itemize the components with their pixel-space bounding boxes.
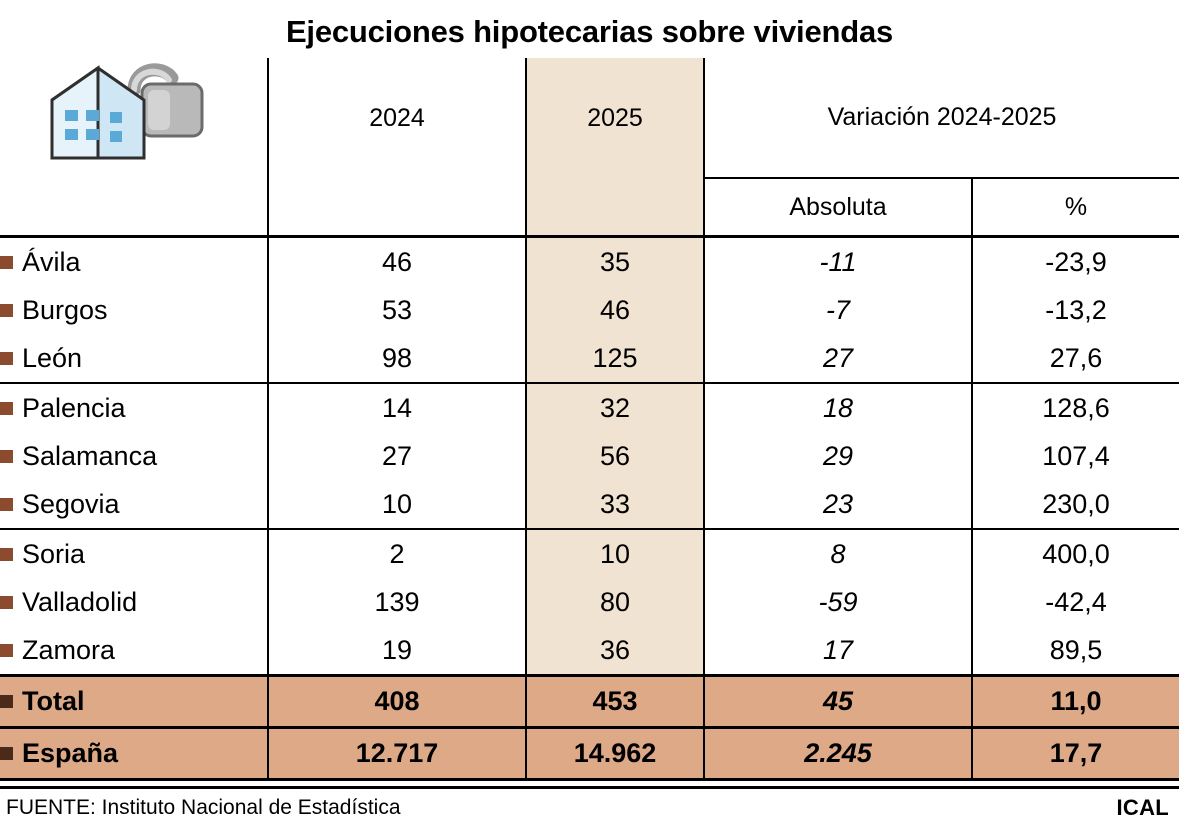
table-row [0, 383, 1179, 432]
table-row [0, 286, 1179, 334]
cell-percent: 400,0 [1042, 538, 1110, 569]
cell-2025: 46 [526, 286, 704, 334]
table-row [0, 334, 1179, 383]
table-row [0, 432, 1179, 480]
cell-absoluta: -59 [704, 578, 972, 626]
cell-absoluta: 18 [704, 383, 972, 432]
cell-percent: 128,6 [1042, 392, 1110, 423]
cell-2024: 46 [268, 237, 526, 287]
table-row [0, 480, 1179, 529]
square-bullet-icon [0, 548, 13, 561]
cell-absoluta: -11 [704, 237, 972, 287]
row-label: Valladolid [0, 578, 268, 626]
table-row-espana [0, 728, 1179, 780]
cell-2025: 56 [526, 432, 704, 480]
cell-2024: 139 [268, 578, 526, 626]
row-label: Soria [0, 529, 268, 578]
cell-percent: 17,7 [972, 728, 1179, 780]
square-bullet-icon [0, 747, 13, 760]
cell-2025: 125 [526, 334, 704, 383]
data-table [0, 58, 1179, 781]
page-title: Ejecuciones hipotecarias sobre viviendas [285, 14, 894, 49]
cell-2024: 10 [268, 480, 526, 529]
cell-2024: 53 [268, 286, 526, 334]
cell-2025: 33 [526, 480, 704, 529]
cell-2025: 80 [526, 578, 704, 626]
cell-2025: 10 [526, 529, 704, 578]
square-bullet-icon [0, 596, 13, 609]
cell-2024: 2 [268, 529, 526, 578]
cell-2024: 98 [268, 334, 526, 383]
square-bullet-icon [0, 402, 13, 415]
cell-2025: 32 [526, 383, 704, 432]
square-bullet-icon [0, 256, 13, 269]
square-bullet-icon [0, 304, 13, 317]
table-row [0, 237, 1179, 287]
row-label: Palencia [0, 383, 268, 432]
cell-2024: 12.717 [268, 728, 526, 780]
row-label: Segovia [0, 480, 268, 529]
source-text: FUENTE: Instituto Nacional de Estadística [6, 796, 401, 819]
cell-percent: 27,6 [972, 334, 1179, 383]
table-row [0, 529, 1179, 578]
table-row [0, 626, 1179, 676]
header-2024: 2024 [268, 58, 526, 178]
footer [0, 786, 1179, 829]
header-spacer-2025 [526, 178, 704, 237]
cell-absoluta: 45 [704, 676, 972, 728]
cell-2024: 408 [268, 676, 526, 728]
cell-percent: 11,0 [972, 676, 1179, 728]
cell-percent: -13,2 [1045, 294, 1107, 325]
table-row [0, 578, 1179, 626]
header-spacer-2024 [268, 178, 526, 237]
square-bullet-icon [0, 352, 13, 365]
header-percent: % [972, 178, 1179, 237]
row-label: Ávila [0, 237, 268, 287]
cell-percent: 89,5 [972, 626, 1179, 676]
cell-2024: 27 [268, 432, 526, 480]
cell-2025: 36 [526, 626, 704, 676]
cell-absoluta: 29 [704, 432, 972, 480]
cell-2025: 453 [526, 676, 704, 728]
cell-percent: 107,4 [1042, 440, 1110, 471]
header-absoluta: Absoluta [704, 178, 972, 237]
cell-2024: 19 [268, 626, 526, 676]
table-header-row-groups [0, 58, 1179, 178]
cell-percent: 230,0 [972, 480, 1179, 529]
row-label: España [0, 728, 268, 780]
cell-absoluta: 17 [704, 626, 972, 676]
square-bullet-icon [0, 644, 13, 657]
header-variacion: Variación 2024-2025 [704, 58, 1179, 178]
table-header-row-sub [0, 178, 1179, 237]
cell-absoluta: 23 [704, 480, 972, 529]
cell-absoluta: 27 [704, 334, 972, 383]
row-label: León [0, 334, 268, 383]
table-row-total [0, 676, 1179, 728]
logo-cell [0, 58, 268, 178]
header-empty [0, 178, 268, 237]
cell-absoluta: 8 [704, 529, 972, 578]
cell-2024: 14 [268, 383, 526, 432]
house-with-padlock-icon [38, 54, 218, 172]
cell-absoluta: -7 [704, 286, 972, 334]
row-label: Zamora [0, 626, 268, 676]
brand-logo-text: ICAL [1116, 795, 1169, 820]
square-bullet-icon [0, 450, 13, 463]
cell-absoluta: 2.245 [704, 728, 972, 780]
square-bullet-icon [0, 498, 13, 511]
row-label: Total [0, 676, 268, 728]
row-label: Burgos [0, 286, 268, 334]
header-2025: 2025 [526, 58, 704, 178]
cell-2025: 14.962 [526, 728, 704, 780]
cell-percent: -23,9 [1045, 246, 1107, 277]
row-label: Salamanca [0, 432, 268, 480]
square-bullet-icon [0, 695, 13, 708]
cell-2025: 35 [526, 237, 704, 287]
cell-percent: -42,4 [1045, 586, 1107, 617]
